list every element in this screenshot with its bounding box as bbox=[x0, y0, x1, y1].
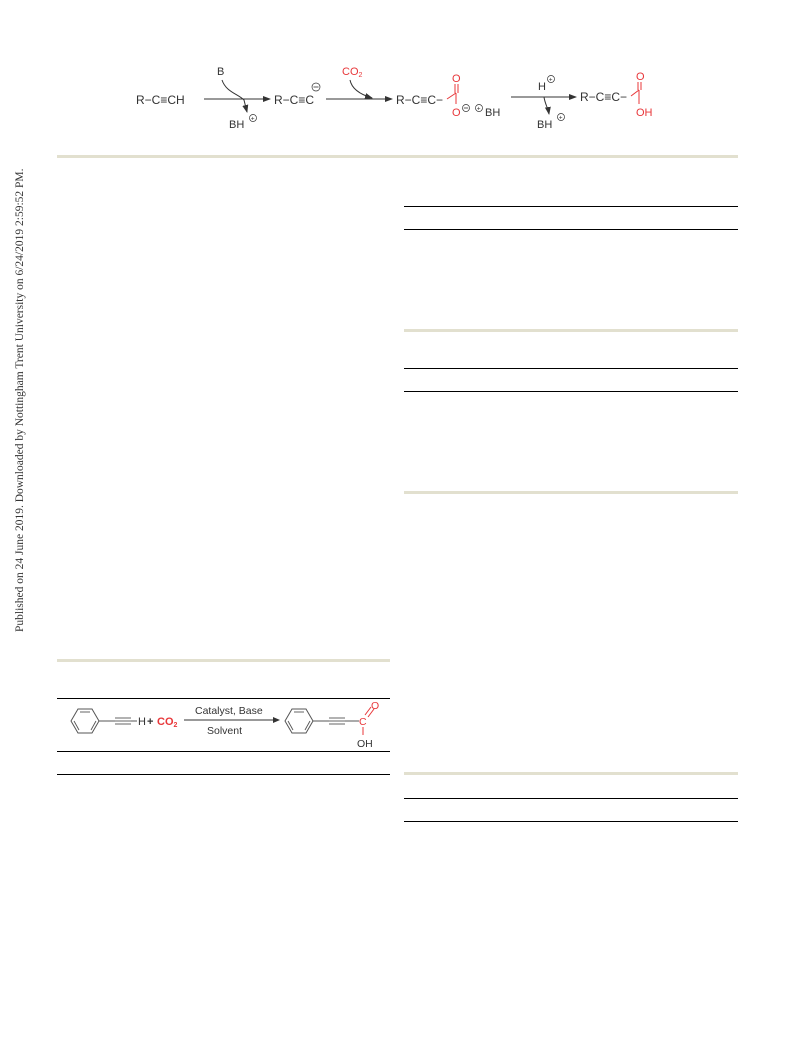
co2-reagent-top: CO2 bbox=[342, 66, 363, 79]
conditions-top: Catalyst, Base bbox=[195, 705, 263, 717]
benzene-ring-reactant bbox=[71, 709, 99, 733]
table-left-caption-rule bbox=[57, 659, 390, 662]
table-right-4-caption-rule bbox=[404, 772, 738, 775]
plus-charge-1-sign: + bbox=[250, 115, 255, 123]
table-right-2-caption-rule bbox=[404, 329, 738, 332]
proton-curved-arrow bbox=[544, 97, 549, 114]
benzene-ring-product-db2 bbox=[288, 721, 293, 730]
ammonium-label: BH bbox=[485, 107, 501, 119]
byproduct-label: BH bbox=[537, 119, 553, 131]
table-right-1-bottom-rule bbox=[404, 229, 738, 230]
table-right-4-bottom-rule bbox=[404, 821, 738, 822]
co2-reagent-table: CO2 bbox=[157, 716, 178, 729]
product-oxygen-top: O bbox=[636, 71, 645, 83]
carboxyl-carbon: C bbox=[359, 716, 367, 728]
table-left-bottom-rule bbox=[57, 774, 390, 775]
base-label: B bbox=[217, 66, 225, 78]
download-notice-text: Published on 24 June 2019. Downloaded by Nottingham Trent University on 6/24/2019 2:59:52 PM. bbox=[14, 168, 26, 632]
base-curved-arrow bbox=[222, 80, 247, 112]
acetylide-anion: R−C≡C bbox=[274, 93, 315, 107]
plus-sign: + bbox=[147, 716, 154, 728]
carboxyl-hydroxyl: OH bbox=[357, 738, 373, 750]
table-right-2-top-rule bbox=[404, 368, 738, 369]
conjugate-acid-label: BH bbox=[229, 119, 245, 131]
carboxylate-chain: R−C≡C− bbox=[396, 93, 444, 107]
carboxylate-oxygen-top: O bbox=[452, 73, 461, 85]
plus-charge-2-sign: + bbox=[476, 105, 481, 113]
scheme-divider bbox=[57, 155, 738, 158]
benzene-ring-reactant-db2 bbox=[74, 721, 79, 730]
proton-label: H bbox=[538, 81, 546, 93]
carboxyl-oxygen: O bbox=[371, 700, 380, 712]
plus-charge-3-sign: + bbox=[548, 76, 553, 84]
reaction-scheme-top bbox=[0, 0, 793, 150]
benzene-ring-reactant-db3 bbox=[91, 721, 96, 730]
co2-curved-arrow bbox=[350, 80, 372, 98]
plus-charge-4-sign: + bbox=[558, 114, 563, 122]
table-right-4-top-rule bbox=[404, 798, 738, 799]
carboxylate-oxygen-minus: O bbox=[452, 107, 461, 119]
terminal-h-label: H bbox=[138, 716, 146, 728]
product-bond-up bbox=[631, 90, 639, 96]
table-right-3-caption-rule bbox=[404, 491, 738, 494]
table-left-header-rule bbox=[57, 751, 390, 752]
table-right-2-bottom-rule bbox=[404, 391, 738, 392]
benzene-ring-product-db3 bbox=[305, 721, 310, 730]
reactant-alkyne: R−C≡CH bbox=[136, 93, 185, 107]
conditions-bottom: Solvent bbox=[207, 725, 243, 737]
table-right-1-top-rule bbox=[404, 206, 738, 207]
benzene-ring-product bbox=[285, 709, 313, 733]
reaction-scheme-table bbox=[57, 699, 390, 751]
carboxylate-bond-up bbox=[447, 93, 456, 99]
product-chain: R−C≡C− bbox=[580, 90, 628, 104]
product-hydroxyl: OH bbox=[636, 107, 653, 119]
